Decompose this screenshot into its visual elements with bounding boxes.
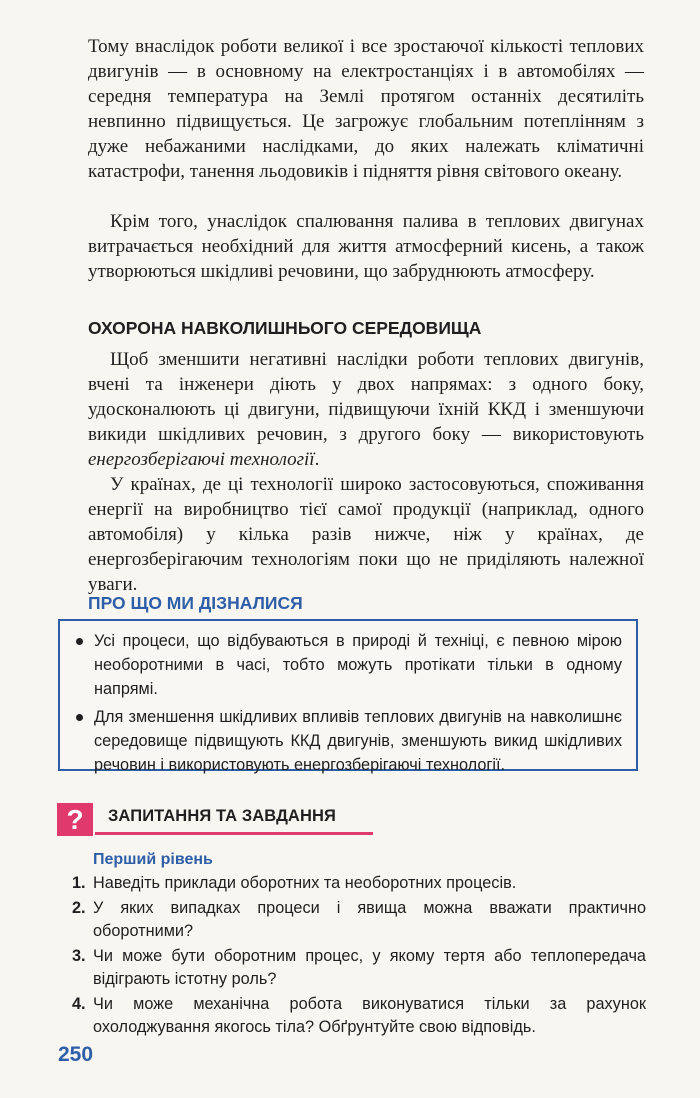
- question-item: [72, 993, 646, 1039]
- level-title: Перший рівень: [93, 851, 213, 868]
- page-number: 250: [58, 1043, 94, 1066]
- summary-title: ПРО ЩО МИ ДІЗНАЛИСЯ: [88, 593, 303, 613]
- paragraph-text-end: .: [314, 449, 320, 470]
- questions-title: ЗАПИТАННЯ ТА ЗАВДАННЯ: [108, 807, 336, 825]
- question-number: 2.: [72, 899, 86, 917]
- question-item: [72, 872, 646, 895]
- paragraph-oxygen-pollution: Крім того, унаслідок спалювання палива в теплових двигунах витрачається необхідний для життя атмосферний кисень, а також утворюються шкідливі речовини, що забруднюють атмосферу.: [88, 211, 644, 282]
- summary-list: [60, 621, 636, 777]
- summary-item: Для зменшення шкідливих впливів теплових двигунів на навколишнє середовище підвищують ККД двигунів, зменшують викид шкідливих речовин і використовують енергозберігаючі технології.: [74, 705, 622, 777]
- question-text: Чи може бути оборотним процес, у якому тертя або теплопередача відіграють істотну роль?: [93, 947, 646, 988]
- summary-box: [58, 619, 638, 774]
- question-text: У яких випадках процеси і явища можна вважати практично оборотними?: [93, 899, 646, 940]
- question-text: Чи може механічна робота виконуватися тільки за рахунок охолоджування якогось тіла? Обґрунтуйте свою відповідь.: [93, 995, 646, 1036]
- question-item: [72, 897, 646, 943]
- question-text: Наведіть приклади оборотних та необоротних процесів.: [93, 874, 517, 892]
- questions-title-underline: [95, 832, 373, 835]
- paragraph-climate-warming: Тому внаслідок роботи великої і все зростаючої кількості теплових двигунів — в основному на електростанціях і в автомобілях — середня температура на Землі протягом останніх десятиліть невпинно підвищується. Це загрожує глобальним потеплінням з дуже небажаними наслідками, до яких належать кліматичні катастрофи, танення льодовиків і підняття рівня світового океану.: [88, 36, 644, 182]
- question-item: [72, 945, 646, 991]
- question-number: 1.: [72, 874, 86, 892]
- italic-term-energy-saving: енергозберігаючі технології: [88, 449, 315, 470]
- questions-list: [72, 872, 646, 1041]
- paragraph-reduce-consequences: [88, 347, 644, 472]
- summary-item: Усі процеси, що відбуваються в природі й техніці, є певною мірою необоротними в часі, тобто можуть протікати тільки в одному напрямі.: [74, 629, 622, 701]
- paragraph-text: Щоб зменшити негативні наслідки роботи теплових двигунів, вчені та інженери діють у двох напрямах: з одного боку, удосконалюють ці двигуни, підвищуючи їхній ККД і зменшуючи викиди шкідливих речовин, з другого боку — використовують: [88, 349, 644, 445]
- question-number: 4.: [72, 995, 86, 1013]
- question-number: 3.: [72, 947, 86, 965]
- section-title-environment: ОХОРОНА НАВКОЛИШНЬОГО СЕРЕДОВИЩА: [88, 318, 482, 338]
- question-mark-icon: ?: [57, 803, 93, 836]
- paragraph-energy-consumption: У країнах, де ці технології широко застосовуються, споживання енергії на виробництво тієї самої продукції (наприклад, одного автомобіля) у кілька разів нижче, ніж у країнах, де енергозберігаючим технологіям поки що не приділяють належної уваги.: [88, 474, 644, 595]
